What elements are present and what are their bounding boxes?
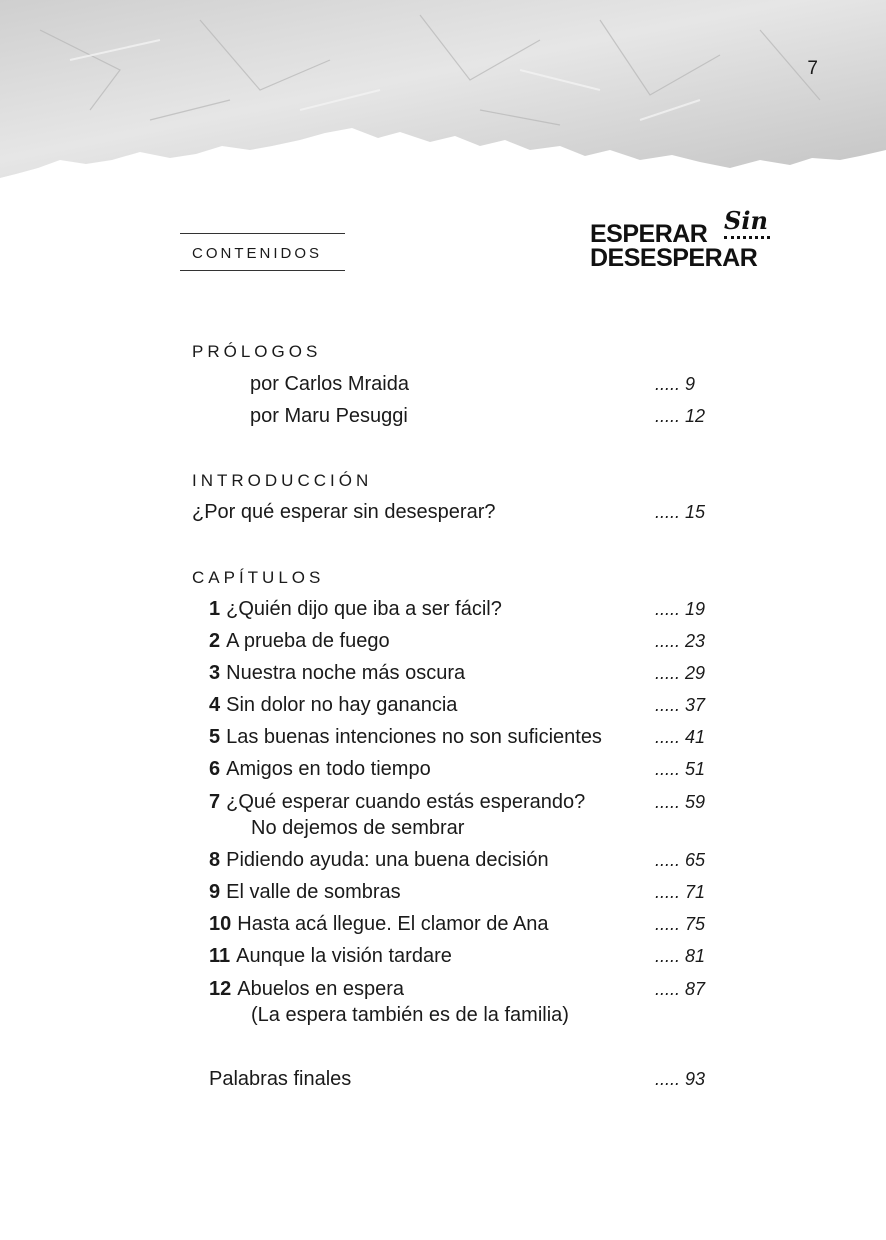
toc-entry-page: ..... 12 <box>655 406 706 426</box>
chapter-number: 1 <box>209 598 221 620</box>
chapter-title: ¿Qué esperar cuando estás esperando? <box>226 791 586 813</box>
chapter-number: 10 <box>209 913 232 935</box>
chapter-number: 7 <box>209 791 221 813</box>
chapter-title: Nuestra noche más oscura <box>226 662 466 684</box>
toc-entry-title: por Carlos Mraida <box>250 373 409 395</box>
chapter-entry[interactable] <box>0 629 886 659</box>
book-logo <box>590 206 775 270</box>
chapter-title: Aunque la visión tardare <box>236 945 452 967</box>
chapter-entry[interactable] <box>0 848 886 878</box>
section-heading-prologos: PRÓLOGOS <box>192 342 322 361</box>
chapter-title: Hasta acá llegue. El clamor de Ana <box>237 913 549 935</box>
chapter-entry[interactable] <box>0 661 886 691</box>
chapter-title: Amigos en todo tiempo <box>226 758 431 780</box>
toc-entry-title: por Maru Pesuggi <box>250 405 408 427</box>
toc-entry-page: ..... 59 <box>655 792 706 812</box>
toc-entry-page: ..... 71 <box>655 882 706 902</box>
chapter-entry[interactable] <box>0 977 886 1033</box>
torn-paper-header <box>0 0 886 190</box>
toc-entry-page: ..... 23 <box>655 631 706 651</box>
toc-entry-page: ..... 93 <box>655 1069 706 1089</box>
chapter-entry[interactable] <box>0 725 886 755</box>
logo-line1: ESPERAR <box>590 220 708 248</box>
toc-entry-page: ..... 29 <box>655 663 706 683</box>
logo-line2: DESESPERAR <box>590 244 758 272</box>
contents-label <box>180 233 345 271</box>
toc-entry[interactable] <box>0 372 886 402</box>
chapter-entry[interactable] <box>0 912 886 942</box>
logo-dots <box>724 236 770 239</box>
chapter-entry[interactable] <box>0 944 886 974</box>
contents-label-text: CONTENIDOS <box>192 245 323 262</box>
toc-entry-page: ..... 19 <box>655 599 706 619</box>
toc-entry[interactable] <box>0 1067 886 1097</box>
chapter-number: 8 <box>209 849 221 871</box>
toc-entry-title: Palabras finales <box>209 1068 352 1090</box>
chapter-entry[interactable] <box>0 597 886 627</box>
chapter-number: 9 <box>209 881 221 903</box>
chapter-subtitle: (La espera también es de la familia) <box>251 1004 569 1026</box>
toc-entry[interactable] <box>0 500 886 530</box>
chapter-title: Sin dolor no hay ganancia <box>226 694 458 716</box>
toc-entry-page: ..... 37 <box>655 695 706 715</box>
chapter-title: El valle de sombras <box>226 881 401 903</box>
toc-entry-title: ¿Por qué esperar sin desesperar? <box>192 501 496 523</box>
toc-entry-page: ..... 9 <box>655 374 696 394</box>
toc-entry-page: ..... 51 <box>655 759 706 779</box>
chapter-subtitle: No dejemos de sembrar <box>251 817 465 839</box>
toc-entry-page: ..... 81 <box>655 946 706 966</box>
chapter-number: 4 <box>209 694 221 716</box>
chapter-title: Abuelos en espera <box>237 978 405 1000</box>
chapter-number: 5 <box>209 726 221 748</box>
chapter-number: 2 <box>209 630 221 652</box>
chapter-number: 6 <box>209 758 221 780</box>
chapter-entry[interactable] <box>0 790 886 846</box>
toc-entry-page: ..... 65 <box>655 850 706 870</box>
section-heading-introduccion: INTRODUCCIÓN <box>192 471 373 490</box>
chapter-entry[interactable] <box>0 757 886 787</box>
toc-entry[interactable] <box>0 404 886 434</box>
chapter-title: ¿Quién dijo que iba a ser fácil? <box>226 598 502 620</box>
chapter-title: Pidiendo ayuda: una buena decisión <box>226 849 549 871</box>
chapter-entry[interactable] <box>0 880 886 910</box>
chapter-title: A prueba de fuego <box>226 630 390 652</box>
chapter-title: Las buenas intenciones no son suficientes <box>226 726 602 748</box>
section-heading-capitulos: CAPÍTULOS <box>192 568 325 587</box>
toc-entry-page: ..... 75 <box>655 914 706 934</box>
toc-entry-page: ..... 15 <box>655 502 706 522</box>
page-number: 7 <box>807 58 818 79</box>
chapter-entry[interactable] <box>0 693 886 723</box>
toc-entry-page: ..... 87 <box>655 979 706 999</box>
chapter-number: 11 <box>209 945 231 967</box>
chapter-number: 12 <box>209 978 232 1000</box>
chapter-number: 3 <box>209 662 221 684</box>
toc-entry-page: ..... 41 <box>655 727 706 747</box>
logo-script-word: Sin <box>724 206 768 235</box>
